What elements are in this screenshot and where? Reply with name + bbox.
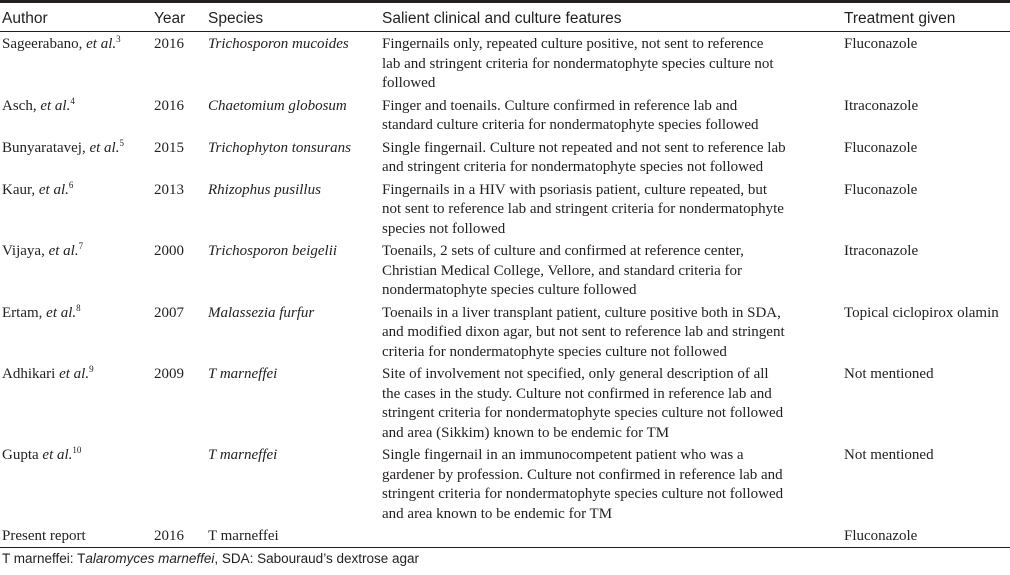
cell-year: 2009 bbox=[154, 366, 184, 382]
footnote-rest: , SDA: Sabouraud’s dextrose agar bbox=[214, 550, 419, 566]
cell-treatment: Itraconazole bbox=[844, 97, 919, 114]
author-name: Adhikari bbox=[2, 366, 56, 382]
author-etal: et al. bbox=[42, 447, 73, 463]
cell-species: T marneffei bbox=[208, 366, 278, 382]
cell-treatment: Not mentioned bbox=[844, 366, 934, 382]
features-line: Single fingernail in an immunocompetent patient who was a bbox=[382, 447, 744, 463]
author-etal: et al. bbox=[46, 304, 77, 321]
cell-species: Trichosporon beigelii bbox=[208, 243, 338, 259]
features-line: stringent criteria for nondermatophyte species culture not followed bbox=[382, 405, 784, 421]
cell-treatment: Fluconazole bbox=[844, 524, 1010, 547]
cell-author bbox=[0, 301, 154, 363]
cell-features bbox=[382, 524, 844, 547]
table-header-row bbox=[0, 2, 1010, 32]
features-line: Site of involvement not specified, only general description of all bbox=[382, 366, 769, 382]
features-line bbox=[382, 527, 832, 547]
author-name: Gupta bbox=[2, 447, 39, 463]
author-name: Sageerabano, bbox=[2, 36, 83, 52]
features-line: species not followed bbox=[382, 220, 506, 237]
header-author: Author bbox=[0, 2, 154, 32]
cell-author bbox=[0, 32, 154, 94]
cell-features bbox=[382, 178, 844, 240]
cell-year bbox=[154, 443, 208, 524]
cell-treatment: Topical ciclopirox olamin bbox=[844, 304, 999, 321]
reference-number: 7 bbox=[78, 241, 84, 251]
features-line: and modified dixon agar, but not sent to reference lab and stringent bbox=[382, 324, 785, 340]
reference-number: 9 bbox=[89, 364, 94, 374]
cell-species: Chaetomium globosum bbox=[208, 97, 347, 114]
cell-features bbox=[382, 362, 844, 443]
table-row bbox=[0, 443, 1010, 524]
cell-treatment: Fluconazole bbox=[844, 139, 918, 156]
cell-species: Malassezia furfur bbox=[208, 304, 315, 321]
cell-author bbox=[0, 443, 154, 524]
cell-author bbox=[0, 524, 154, 547]
table-row bbox=[0, 94, 1010, 136]
cell-author bbox=[0, 178, 154, 240]
reference-number: 4 bbox=[70, 95, 75, 106]
reference-number: 3 bbox=[116, 34, 121, 44]
features-line: followed bbox=[382, 75, 436, 91]
table-row bbox=[0, 239, 1010, 301]
cell-species: T marneffei bbox=[208, 524, 382, 547]
features-line: not sent to reference lab and stringent criteria for nondermatophyte bbox=[382, 201, 784, 217]
cell-species: Rhizophus pusillus bbox=[208, 181, 321, 198]
author-etal: et al. bbox=[38, 181, 69, 198]
cell-author bbox=[0, 136, 154, 178]
cell-year: 2013 bbox=[154, 181, 184, 198]
author-name: Bunyaratavej, bbox=[2, 139, 86, 156]
header-species: Species bbox=[208, 2, 382, 32]
cell-year: 2016 bbox=[154, 36, 184, 52]
features-line: and area known to be endemic for TM bbox=[382, 505, 613, 522]
cell-features bbox=[382, 301, 844, 363]
author-etal: et al. bbox=[40, 97, 71, 114]
header-year: Year bbox=[154, 2, 208, 32]
author-etal: et al. bbox=[89, 139, 120, 156]
features-line: standard culture criteria for nondermatophyte species followed bbox=[382, 117, 759, 133]
header-features: Salient clinical and culture features bbox=[382, 2, 844, 32]
table-row bbox=[0, 136, 1010, 178]
table-row bbox=[0, 32, 1010, 94]
features-line: and area (Sikkim) known to be endemic for TM bbox=[382, 424, 670, 441]
cell-treatment: Not mentioned bbox=[844, 447, 934, 463]
cell-author bbox=[0, 239, 154, 301]
table-row bbox=[0, 301, 1010, 363]
features-line: criteria for nondermatophyte species culture not followed bbox=[382, 343, 727, 360]
cell-year: 2007 bbox=[154, 304, 184, 321]
table-row bbox=[0, 524, 1010, 547]
author-etal: et al. bbox=[48, 243, 79, 259]
author-name: Asch, bbox=[2, 97, 37, 114]
reference-number: 5 bbox=[119, 137, 124, 148]
reference-number: 10 bbox=[72, 445, 82, 455]
cell-features bbox=[382, 94, 844, 136]
table-row bbox=[0, 178, 1010, 240]
cell-year: 2015 bbox=[154, 139, 184, 156]
table-footnote bbox=[0, 548, 1010, 567]
cell-features bbox=[382, 32, 844, 94]
header-treatment: Treatment given bbox=[844, 2, 1010, 32]
cell-features bbox=[382, 136, 844, 178]
features-line: the cases in the study. Culture not confirmed in reference lab and bbox=[382, 385, 772, 402]
features-line: stringent criteria for nondermatophyte species culture not followed bbox=[382, 486, 784, 502]
author-name: Present report bbox=[2, 528, 86, 544]
author-etal: et al. bbox=[59, 366, 90, 382]
author-name: Ertam, bbox=[2, 304, 43, 321]
features-line: Single fingernail. Culture not repeated and not sent to reference lab bbox=[382, 139, 786, 156]
table-body bbox=[0, 32, 1010, 548]
features-line: Fingernails in a HIV with psoriasis patient, culture repeated, but bbox=[382, 181, 768, 198]
features-line: nondermatophyte species culture followed bbox=[382, 282, 637, 298]
cell-year: 2016 bbox=[154, 97, 184, 114]
features-line: Fingernails only, repeated culture positive, not sent to reference bbox=[382, 36, 764, 52]
cell-species: T marneffei bbox=[208, 447, 278, 463]
features-line: Christian Medical College, Vellore, and standard criteria for bbox=[382, 262, 743, 279]
author-name: Vijaya, bbox=[2, 243, 45, 259]
footnote-def-italic: alaromyces marneffei bbox=[85, 550, 215, 566]
cell-features bbox=[382, 443, 844, 524]
cell-species: Trichophyton tonsurans bbox=[208, 139, 351, 156]
author-etal: et al. bbox=[86, 36, 117, 52]
cell-author bbox=[0, 94, 154, 136]
cell-author bbox=[0, 362, 154, 443]
cell-year: 2000 bbox=[154, 243, 184, 259]
features-line: and stringent criteria for nondermatophyte species not followed bbox=[382, 159, 764, 175]
cell-year: 2016 bbox=[154, 524, 208, 547]
footnote-abbr: T marneffei: bbox=[2, 550, 74, 566]
reference-number: 6 bbox=[68, 179, 74, 190]
features-line: gardener by profession. Culture not confirmed in reference lab and bbox=[382, 466, 783, 483]
features-line: Finger and toenails. Culture confirmed in reference lab and bbox=[382, 97, 738, 114]
cell-treatment: Itraconazole bbox=[844, 243, 919, 259]
cell-species: Trichosporon mucoides bbox=[208, 36, 349, 52]
cell-treatment: Fluconazole bbox=[844, 36, 918, 52]
author-name: Kaur, bbox=[2, 181, 36, 198]
features-line: Toenails in a liver transplant patient, culture positive both in SDA, bbox=[382, 304, 781, 321]
features-line: Toenails, 2 sets of culture and confirmed at reference center, bbox=[382, 243, 744, 259]
features-line: lab and stringent criteria for nondermatophyte species culture not bbox=[382, 55, 774, 72]
reference-number: 8 bbox=[76, 302, 81, 313]
table-row bbox=[0, 362, 1010, 443]
cell-treatment: Fluconazole bbox=[844, 181, 918, 198]
cell-features bbox=[382, 239, 844, 301]
footnote-def-prefix: T bbox=[77, 550, 86, 566]
